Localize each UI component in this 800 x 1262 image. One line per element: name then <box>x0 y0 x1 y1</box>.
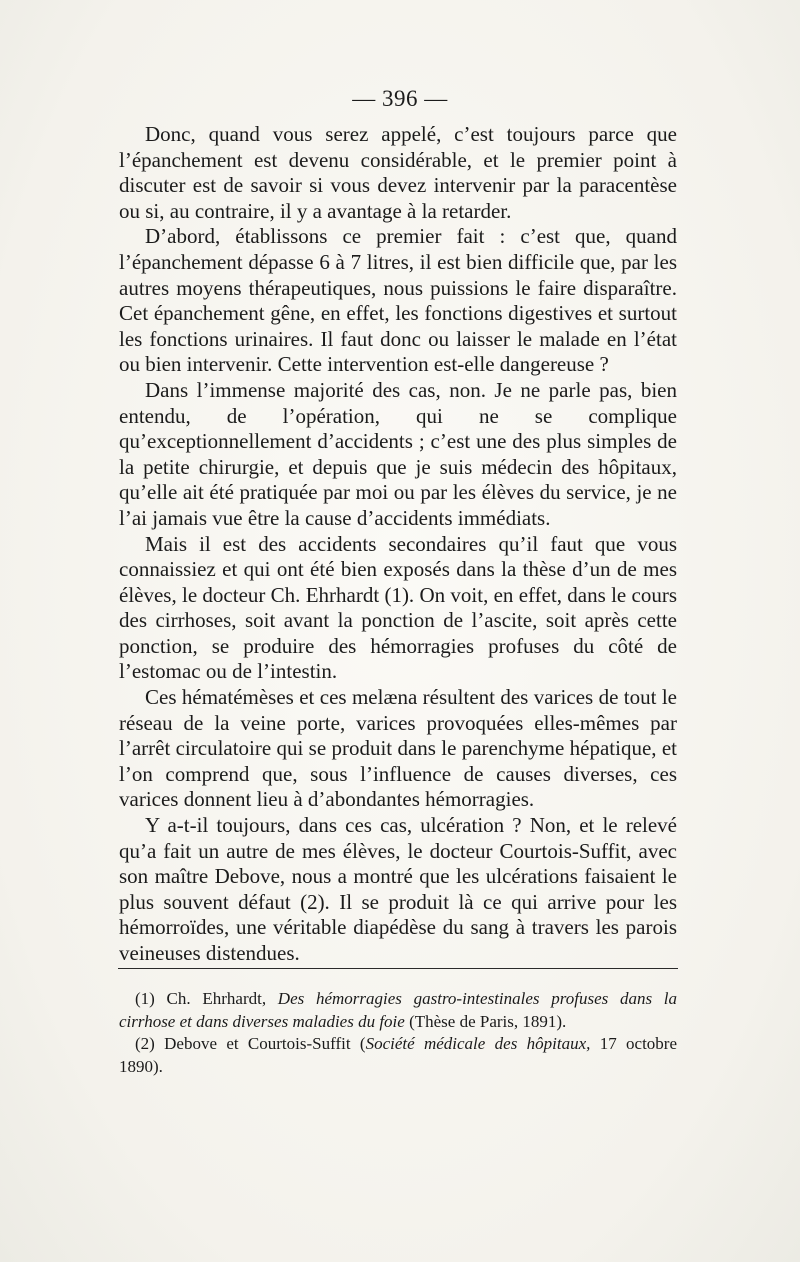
footnote-author: Debove et Courtois-Suffit <box>164 1034 351 1053</box>
paragraph: Y a-t-il toujours, dans ces cas, ulcération ? Non, et le relevé qu’a fait un autre de mes élèves, le docteur Courtois-Suffit, avec son maître Debove, nous a montré que les ulcérations faisaient le plus souvent défaut (2). Il se produit là ce qui arrive pour les hémorroïdes, une véritable diapédèse du sang à travers les parois veineuses distendues. <box>119 813 677 965</box>
footnote-title: Société médicale des hôpitaux, <box>365 1034 591 1053</box>
page-number: — 396 — <box>352 86 448 111</box>
footnote-source: 17 octobre 1890). <box>119 1034 677 1076</box>
footnote-source: (Thèse de Paris, 1891). <box>409 1011 567 1031</box>
paragraph: Ces hématémèses et ces melæna résultent des varices de tout le réseau de la veine porte, varices provoquées elles-mêmes par l’arrêt circulatoire qui se produit dans le parenchyme hépatique, et l’on comprend que, sous l’influence de causes diverses, ces varices donnent lieu à d’abondantes hémorragies. <box>119 685 677 812</box>
paragraph: Mais il est des accidents secondaires qu’il faut que vous connaissiez et qui ont été bien exposés dans la thèse d’un de mes élèves, le docteur Ch. Ehrhardt (1). On voit, en effet, dans le cours des cirrhoses, soit avant la ponction de l’ascite, soit après cette ponction, se produire des hémorragies profuses du côté de l’estomac ou de l’intestin. <box>119 531 677 684</box>
paragraph: D’abord, établissons ce premier fait : c’est que, quand l’épanchement dépasse 6 à 7 litres, il est bien difficile que, par les autres moyens thérapeutiques, nous puissions le faire disparaître. Cet épanchement gêne, en effet, les fonctions digestives et surtout les fonctions urinaires. Il faut donc ou laisser le malade en l’état ou bien intervenir. Cette intervention est-elle dangereuse ? <box>119 224 677 377</box>
footnote-2: (2) Debove et Courtois-Suffit (Société médicale des hôpitaux, 17 octobre 1890). <box>119 1034 677 1076</box>
paragraph: Dans l’immense majorité des cas, non. Je ne parle pas, bien entendu, de l’opération, qui ne se complique qu’exceptionnellement d’accidents ; c’est une des plus simples de la petite chirurgie, et depuis que je suis médecin des hôpitaux, qu’elle ait été pratiquée par moi ou par les élèves du service, je ne l’ai jamais vue être la cause d’accidents immédiats. <box>119 377 677 530</box>
footnote-1 <box>119 988 677 1033</box>
paragraph: Donc, quand vous serez appelé, c’est toujours parce que l’épanchement est devenu considérable, et le premier point à discuter est de savoir si vous devez intervenir par la paracentèse ou si, au contraire, il y a avantage à la retarder. <box>119 122 677 223</box>
footnote-title: Des hémorragies gastro-intestinales profuses dans la cirrhose et dans diverses maladies du foie <box>119 989 677 1031</box>
footnote-marker: (1) <box>135 989 155 1008</box>
body-text <box>119 122 677 967</box>
footnote-rule <box>118 968 678 969</box>
footnote-marker: (2) <box>135 1034 155 1053</box>
footnotes <box>119 988 677 1078</box>
footnote-author: Ch. Ehrhardt, <box>166 989 267 1008</box>
